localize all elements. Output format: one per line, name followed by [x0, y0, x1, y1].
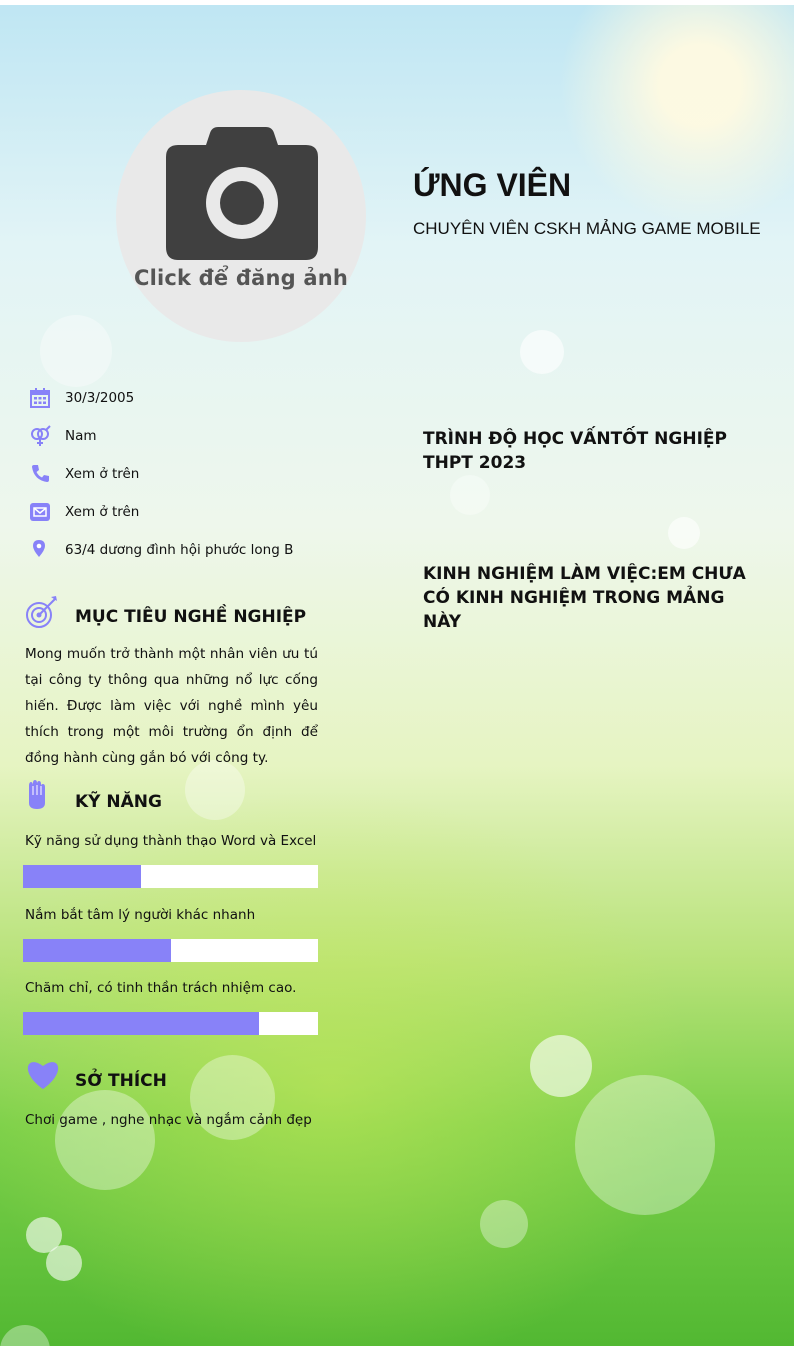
gender-icon [29, 425, 51, 447]
skill-bar-fill [23, 1012, 259, 1035]
camera-icon [166, 127, 318, 260]
skill-bar [23, 865, 318, 888]
objective-title: MỤC TIÊU NGHỀ NGHIỆP [75, 607, 307, 627]
address-text: 63/4 dương đình hội phước long B [65, 542, 294, 558]
education-text: TRÌNH ĐỘ HỌC VẤNTỐT NGHIỆP THPT 2023 [423, 429, 727, 473]
birthday-text: 30/3/2005 [65, 390, 135, 406]
target-icon [25, 595, 59, 629]
candidate-name: ỨNG VIÊN [413, 167, 572, 203]
skill-bar [23, 1012, 318, 1035]
bokeh-bubble [55, 1090, 155, 1190]
bokeh-bubble [450, 475, 490, 515]
bokeh-bubble [530, 1035, 592, 1097]
hobbies-title: SỞ THÍCH [75, 1071, 167, 1091]
hobbies-text: Chơi game , nghe nhạc và ngắm cảnh đẹp [25, 1112, 312, 1128]
experience-text: KINH NGHIỆM LÀM VIỆC:EM CHƯA CÓ KINH NGHIỆM TRONG MẢNG NÀY [423, 564, 746, 632]
phone-icon [29, 463, 51, 485]
skill-label: Kỹ năng sử dụng thành thạo Word và Excel [25, 833, 317, 849]
email-text: Xem ở trên [65, 504, 140, 520]
objective-text: Mong muốn trở thành một nhân viên ưu tú tại công ty thông qua những nổ lực cống hiến. Được làm việc với nghề mình yêu thích trong một môi trường ổn định để đồng hành cùng gắn bó với công ty. [25, 646, 318, 766]
avatar-upload[interactable] [116, 90, 366, 342]
heart-icon [25, 1058, 61, 1090]
hand-icon [25, 779, 49, 813]
skill-label: Nắm bắt tâm lý người khác nhanh [25, 907, 256, 923]
skill-bar-fill [23, 939, 171, 962]
phone-text: Xem ở trên [65, 466, 140, 482]
cv-page [0, 5, 794, 1346]
bokeh-bubble [520, 330, 564, 374]
skill-label: Chăm chỉ, có tinh thần trách nhiệm cao. [25, 980, 297, 996]
job-position: CHUYÊN VIÊN CSKH MẢNG GAME MOBILE [413, 219, 761, 238]
bokeh-bubble [575, 1075, 715, 1215]
gender-text: Nam [65, 428, 97, 444]
bokeh-bubble [480, 1200, 528, 1248]
calendar-icon [29, 387, 51, 409]
bokeh-bubble [0, 1325, 50, 1346]
skill-bar [23, 939, 318, 962]
bokeh-bubble [40, 315, 112, 387]
skill-bar-fill [23, 865, 141, 888]
bokeh-bubble [668, 517, 700, 549]
bokeh-bubble [46, 1245, 82, 1281]
avatar-caption: Click để đăng ảnh [133, 266, 349, 290]
skills-title: KỸ NĂNG [75, 792, 162, 812]
email-icon [29, 501, 51, 523]
location-icon [29, 539, 51, 561]
